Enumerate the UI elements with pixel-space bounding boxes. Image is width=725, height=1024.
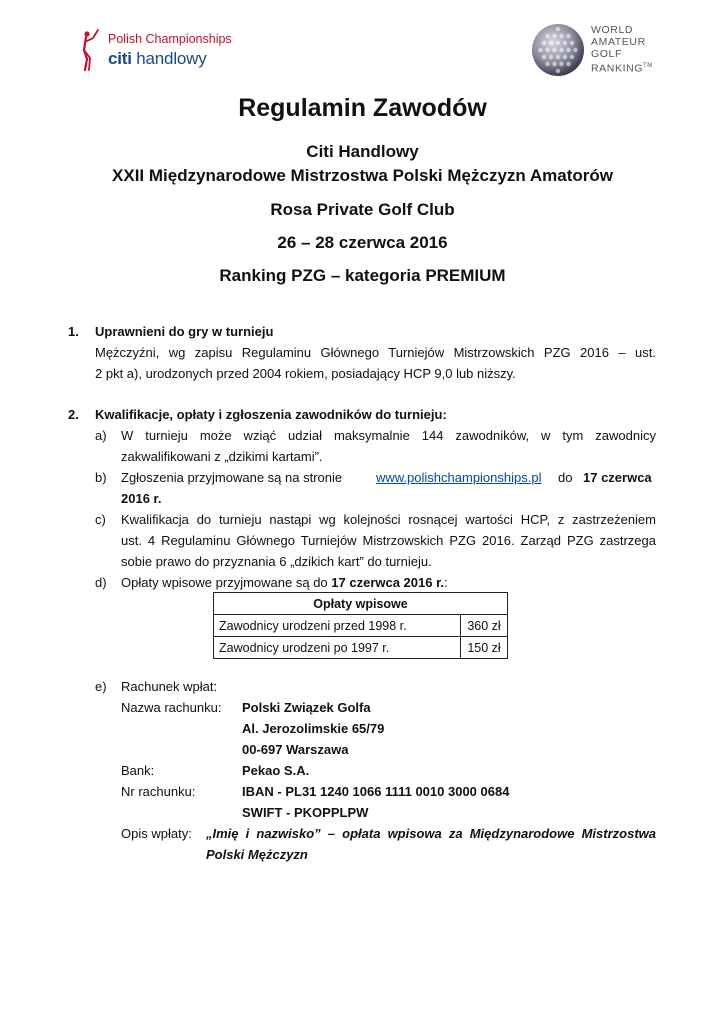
wagr-line-amateur: AMATEUR: [591, 36, 646, 48]
logo-text-citi: citi: [108, 49, 132, 68]
fees-table-header: Opłaty wpisowe: [214, 593, 508, 615]
event-title: XXII Międzynarodowe Mistrzostwa Polski Mężczyzn Amatorów: [112, 166, 613, 185]
item-c-line-3: sobie prawo do przyznania 6 „dzikich kart” do turnieju.: [121, 554, 432, 569]
account-name-value: Polski Związek Golfa: [242, 700, 371, 715]
table-row: [214, 637, 508, 659]
item-b-date-line-2: 2016 r.: [121, 491, 162, 506]
ranking-title: Ranking PZG – kategoria PREMIUM: [219, 266, 506, 285]
section-1-heading: Uprawnieni do gry w turnieju: [95, 324, 274, 339]
golf-ball-icon: [530, 22, 586, 78]
table-row: [214, 615, 508, 637]
item-c-marker: c): [95, 512, 106, 527]
payment-description-label: Opis wpłaty:: [121, 826, 192, 841]
sponsor-title: Citi Handlowy: [306, 142, 419, 161]
item-d-text: [121, 572, 448, 593]
section-1-number: 1.: [68, 324, 79, 339]
item-b-marker: b): [95, 470, 107, 485]
fee-amount: 360 zł: [461, 615, 508, 637]
account-number-label: Nr rachunku:: [121, 784, 196, 799]
fees-table: [213, 592, 508, 659]
wagr-line-golf: GOLF: [591, 48, 622, 60]
wagr-line-world: WORLD: [591, 24, 634, 36]
venue-title: Rosa Private Golf Club: [270, 200, 455, 219]
swift-value: SWIFT - PKOPPLPW: [242, 805, 369, 820]
item-d-pre: Opłaty wpisowe przyjmowane są do: [121, 575, 328, 590]
wagr-line-ranking: [591, 60, 653, 75]
account-name-label: Nazwa rachunku:: [121, 700, 222, 715]
item-d-marker: d): [95, 575, 107, 590]
bank-value: Pekao S.A.: [242, 763, 310, 778]
item-b-do: do: [558, 470, 573, 485]
logo-text-citi-handlowy: [108, 49, 207, 69]
golfer-icon: [78, 28, 102, 72]
fee-label: Zawodnicy urodzeni przed 1998 r.: [214, 615, 461, 637]
document-title: Regulamin Zawodów: [238, 94, 487, 122]
item-a-line-2: zakwalifikowani z „dzikimi kartami”.: [121, 449, 323, 464]
polish-championships-logo: [78, 28, 232, 72]
payment-description-line-2: Polski Mężczyzn: [206, 847, 308, 862]
dates-title: 26 – 28 czerwca 2016: [277, 233, 448, 252]
section-1-line-1: Mężczyźni, wg zapisu Regulaminu Głównego Turniejów Mistrzowskich PZG 2016 – ust.: [95, 345, 656, 360]
address-line-1: Al. Jerozolimskie 65/79: [242, 721, 385, 736]
item-a-line-1: W turnieju może wziąć udział maksymalnie 144 zawodników, w tym zawodnicy: [121, 428, 656, 443]
logo-text-polish-championships: Polish Championships: [108, 32, 232, 46]
section-2-number: 2.: [68, 407, 79, 422]
iban-value: IBAN - PL31 1240 1066 1111 0010 3000 0684: [242, 784, 510, 799]
payment-description-line-1: „Imię i nazwisko” – opłata wpisowa za Międzynarodowe Mistrzostwa: [206, 826, 656, 841]
fee-label: Zawodnicy urodzeni po 1997 r.: [214, 637, 461, 659]
item-d-date: 17 czerwca 2016 r.: [331, 575, 445, 590]
item-c-line-1: Kwalifikacja do turnieju nastąpi wg kolejności rosnącej wartości HCP, z zastrzeżeniem: [121, 512, 656, 527]
item-e-heading: Rachunek wpłat:: [121, 679, 218, 694]
wagr-wordmark: [591, 24, 653, 75]
item-a-marker: a): [95, 428, 107, 443]
item-d-post: :: [444, 575, 448, 590]
logo-text-handlowy: handlowy: [136, 49, 207, 68]
registration-link[interactable]: www.polishchampionships.pl: [376, 470, 542, 485]
wagr-logo: [530, 22, 680, 78]
item-c-line-2: ust. 4 Regulaminu Głównego Turniejów Mistrzowskich PZG 2016. Zarząd PZG zastrzega: [121, 533, 656, 548]
item-b-text: Zgłoszenia przyjmowane są na stronie: [121, 470, 343, 485]
item-b-date-line-1: 17 czerwca: [583, 470, 652, 485]
wagr-ranking: RANKING: [591, 62, 644, 75]
address-line-2: 00-697 Warszawa: [242, 742, 349, 757]
fee-amount: 150 zł: [461, 637, 508, 659]
section-1-line-2: 2 pkt a), urodzonych przed 2004 rokiem, posiadający HCP 9,0 lub niższy.: [95, 366, 516, 381]
section-2-heading: Kwalifikacje, opłaty i zgłoszenia zawodników do turnieju:: [95, 407, 447, 422]
wagr-tm: TM: [643, 63, 653, 69]
item-e-marker: e): [95, 679, 107, 694]
bank-label: Bank:: [121, 763, 155, 778]
fees-table-header-row: [214, 593, 508, 615]
